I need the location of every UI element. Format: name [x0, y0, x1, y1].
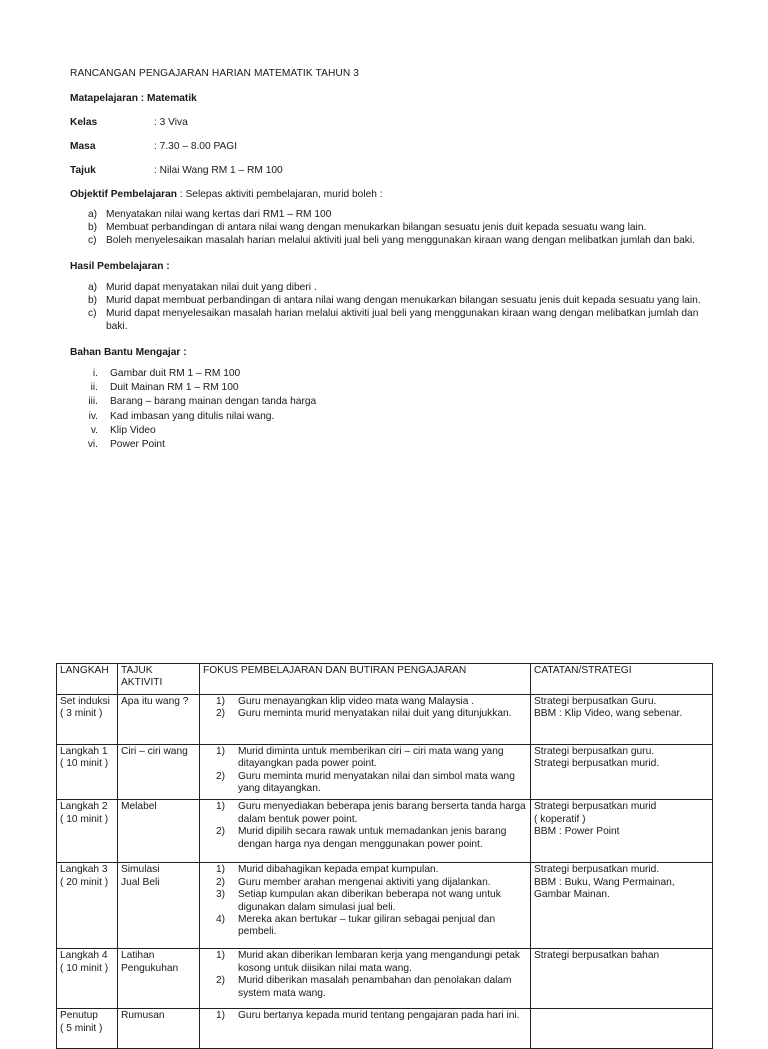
- meta-row: [70, 165, 710, 176]
- list-item: [70, 208, 710, 221]
- list-item: [70, 294, 710, 307]
- focus-text: Murid diminta untuk memberikan ciri – ciri mata wang yang ditayangkan pada power point.: [238, 745, 504, 770]
- step-text: Langkah 1: [60, 745, 108, 757]
- list-marker: a): [88, 282, 98, 293]
- list-item: [70, 395, 710, 409]
- list-marker: i.: [92, 368, 98, 379]
- list-text: Kad imbasan yang ditulis nilai wang.: [110, 410, 275, 422]
- focus-cell: [200, 744, 531, 800]
- list-marker: c): [88, 308, 97, 319]
- step-cell: [57, 1009, 118, 1049]
- notes-text: Strategi berpusatkan bahan: [534, 950, 660, 962]
- focus-text: Murid akan diberikan lembaran kerja yang mengandungi petak kosong untuk diisikan nilai mata wang.: [238, 950, 521, 974]
- materials-list: [70, 367, 710, 452]
- table-header-row: [57, 664, 713, 695]
- focus-list: [203, 696, 527, 721]
- objective-intro-text: : Selepas aktiviti pembelajaran, murid boleh :: [177, 189, 383, 200]
- focus-marker: 1): [216, 745, 226, 757]
- list-marker: ii.: [90, 382, 98, 394]
- focus-marker: 4): [216, 914, 226, 926]
- focus-list: [203, 746, 527, 796]
- focus-text: Guru menyediakan beberapa jenis barang berserta tanda harga dalam bentuk power point.: [238, 801, 526, 825]
- header-topic: TAJUK AKTIVITI: [118, 664, 200, 695]
- topic-cell: [118, 863, 200, 949]
- topic-text: Apa itu wang ?: [121, 695, 189, 707]
- step-cell: [57, 744, 118, 800]
- focus-item: [203, 708, 527, 720]
- list-text: Power Point: [110, 439, 165, 451]
- focus-text: Murid dipilih secara rawak untuk memadankan jenis barang dengan harga nya dengan menggunakan power point.: [238, 826, 507, 850]
- list-marker: iv.: [88, 410, 98, 422]
- meta-value: : 7.30 – 8.00 PAGI: [154, 141, 238, 152]
- list-marker: b): [88, 295, 98, 306]
- notes-text: Strategi berpusatkan murid.: [534, 758, 660, 770]
- objective-label: Objektif Pembelajaran: [70, 189, 178, 200]
- focus-text: Mereka akan bertukar – tukar giliran sebagai penjual dan pembeli.: [238, 914, 496, 938]
- topic-cell: [118, 800, 200, 863]
- topic-text: Pengukuhan: [121, 962, 179, 974]
- focus-text: Guru menayangkan klip video mata wang Malaysia .: [238, 695, 475, 707]
- document-body: [70, 68, 710, 452]
- topic-text: Rumusan: [121, 1010, 165, 1022]
- focus-item: [203, 975, 527, 1000]
- objective-intro: [70, 189, 710, 200]
- focus-marker: 2): [216, 770, 226, 782]
- step-text: ( 3 minit ): [60, 708, 103, 720]
- list-item: [70, 381, 710, 395]
- step-text: ( 10 minit ): [60, 813, 109, 825]
- list-item: [70, 281, 710, 294]
- focus-text: Murid diberikan masalah penambahan dan penolakan dalam system mata wang.: [238, 975, 512, 999]
- header-notes: CATATAN/STRATEGI: [531, 664, 713, 695]
- list-text: Murid dapat menyatakan nilai duit yang diberi .: [106, 282, 317, 293]
- notes-text: Strategi berpusatkan murid.: [534, 864, 660, 876]
- focus-item: [203, 864, 527, 876]
- meta-value: : Nilai Wang RM 1 – RM 100: [154, 165, 283, 176]
- list-item: [70, 367, 710, 381]
- focus-marker: 1): [216, 801, 226, 813]
- meta-value: : 3 Viva: [154, 117, 188, 128]
- step-text: Langkah 4: [60, 950, 108, 962]
- focus-cell: [200, 800, 531, 863]
- focus-item: [203, 877, 527, 889]
- focus-item: [203, 889, 527, 914]
- focus-text: Guru member arahan mengenai aktiviti yang dijalankan.: [238, 876, 491, 888]
- list-text: Gambar duit RM 1 – RM 100: [110, 368, 241, 379]
- focus-list: [203, 864, 527, 938]
- list-marker: a): [88, 209, 98, 220]
- notes-text: BBM : Klip Video, wang sebenar.: [534, 708, 683, 720]
- focus-cell: [200, 863, 531, 949]
- list-item: [70, 221, 710, 234]
- meta-list: [70, 117, 710, 176]
- focus-item: [203, 771, 527, 796]
- focus-marker: 2): [216, 708, 226, 720]
- topic-text: Latihan: [121, 950, 155, 962]
- step-text: Langkah 3: [60, 864, 108, 876]
- meta-row: [70, 141, 710, 152]
- list-text: Boleh menyelesaikan masalah harian melalui aktiviti jual beli yang menggunakan kiraan wang dengan melibatkan jumlah dan baki.: [106, 235, 695, 246]
- topic-text: Ciri – ciri wang: [121, 745, 188, 757]
- table-row: [57, 863, 713, 949]
- list-item: [70, 438, 710, 452]
- focus-item: [203, 950, 527, 975]
- notes-text: Strategi berpusatkan murid: [534, 801, 657, 813]
- focus-marker: 1): [216, 695, 226, 707]
- notes-text: ( koperatif ): [534, 813, 586, 825]
- focus-text: Guru meminta murid menyatakan nilai dan simbol mata wang yang ditayangkan.: [238, 770, 515, 795]
- focus-marker: 2): [216, 975, 226, 987]
- list-text: Barang – barang mainan dengan tanda harga: [110, 396, 317, 408]
- list-item: [70, 307, 710, 333]
- topic-cell: [118, 949, 200, 1009]
- focus-marker: 2): [216, 876, 226, 888]
- list-text: Menyatakan nilai wang kertas dari RM1 – RM 100: [106, 209, 332, 220]
- step-cell: [57, 949, 118, 1009]
- list-item: [70, 424, 710, 438]
- focus-item: [203, 801, 527, 826]
- list-item: [70, 410, 710, 424]
- step-cell: [57, 863, 118, 949]
- table-row: [57, 949, 713, 1009]
- subject-text: Matapelajaran : Matematik: [70, 93, 197, 104]
- notes-cell: [531, 800, 713, 863]
- topic-text: Simulasi: [121, 864, 160, 876]
- table-body: [57, 694, 713, 1049]
- list-text: Duit Mainan RM 1 – RM 100: [110, 382, 239, 394]
- topic-text: Jual Beli: [121, 876, 160, 888]
- notes-text: Strategi berpusatkan guru.: [534, 745, 655, 757]
- focus-cell: [200, 949, 531, 1009]
- step-text: ( 10 minit ): [60, 758, 109, 770]
- notes-text: BBM : Buku, Wang Permainan, Gambar Mainan.: [534, 876, 675, 901]
- focus-list: [203, 801, 527, 851]
- outcome-heading: Hasil Pembelajaran :: [70, 261, 170, 272]
- focus-item: [203, 826, 527, 851]
- notes-cell: [531, 949, 713, 1009]
- step-text: Set induksi: [60, 695, 110, 707]
- focus-text: Guru meminta murid menyatakan nilai duit yang ditunjukkan.: [238, 708, 512, 720]
- focus-marker: 3): [216, 889, 226, 901]
- table-row: [57, 1009, 713, 1049]
- focus-cell: [200, 1009, 531, 1049]
- outcome-list: [70, 281, 710, 333]
- list-text: Murid dapat menyelesaikan masalah harian melalui aktiviti jual beli yang menggunakan kiraan wang dengan melibatkan jumlah dan baki.: [106, 308, 699, 332]
- list-marker: b): [88, 222, 98, 233]
- meta-label: Kelas: [70, 117, 98, 128]
- table-row: [57, 800, 713, 863]
- materials-heading: Bahan Bantu Mengajar :: [70, 347, 187, 358]
- focus-marker: 1): [216, 950, 226, 962]
- meta-label: Masa: [70, 141, 96, 152]
- step-text: ( 20 minit ): [60, 876, 109, 888]
- focus-item: [203, 746, 527, 771]
- list-marker: v.: [90, 424, 98, 436]
- list-item: [70, 234, 710, 247]
- notes-text: BBM : Power Point: [534, 826, 620, 838]
- list-text: Membuat perbandingan di antara nilai wang dengan menukarkan bilangan sesuatu jenis duit kepada sesuatu wang lain.: [106, 222, 647, 233]
- list-marker: vi.: [87, 439, 98, 451]
- table-row: [57, 744, 713, 800]
- document-title: RANCANGAN PENGAJARAN HARIAN MATEMATIK TAHUN 3: [70, 68, 360, 79]
- focus-item: [203, 914, 527, 939]
- notes-cell: [531, 1009, 713, 1049]
- topic-cell: [118, 694, 200, 744]
- step-text: Langkah 2: [60, 801, 108, 813]
- focus-item: [203, 1010, 527, 1022]
- meta-label: Tajuk: [70, 165, 96, 176]
- step-text: Penutup: [60, 1010, 98, 1022]
- focus-text: Guru bertanya kepada murid tentang pengajaran pada hari ini.: [238, 1010, 520, 1022]
- header-focus: FOKUS PEMBELAJARAN DAN BUTIRAN PENGAJARAN: [200, 664, 531, 695]
- focus-text: Setiap kumpulan akan diberikan beberapa not wang untuk digunakan dalam simulasi jual beli.: [238, 889, 501, 913]
- focus-marker: 1): [216, 864, 226, 876]
- subject-line: [70, 93, 710, 104]
- meta-row: [70, 117, 710, 128]
- step-cell: [57, 800, 118, 863]
- list-marker: iii.: [88, 396, 98, 408]
- focus-item: [203, 696, 527, 708]
- topic-text: Melabel: [121, 801, 157, 813]
- lesson-plan-table: [56, 663, 713, 1049]
- notes-cell: [531, 863, 713, 949]
- table-row: [57, 694, 713, 744]
- focus-list: [203, 1010, 527, 1022]
- step-text: ( 10 minit ): [60, 962, 109, 974]
- notes-text: Strategi berpusatkan Guru.: [534, 695, 657, 707]
- notes-cell: [531, 694, 713, 744]
- list-marker: c): [88, 235, 97, 246]
- list-text: Klip Video: [110, 424, 156, 436]
- header-step: LANGKAH: [57, 664, 118, 695]
- focus-marker: 1): [216, 1010, 226, 1022]
- objective-list: [70, 208, 710, 247]
- focus-marker: 2): [216, 826, 226, 838]
- focus-cell: [200, 694, 531, 744]
- topic-cell: [118, 1009, 200, 1049]
- topic-cell: [118, 744, 200, 800]
- focus-text: Murid dibahagikan kepada empat kumpulan.: [238, 864, 439, 876]
- list-text: Murid dapat membuat perbandingan di antara nilai wang dengan menukarkan bilangan sesuatu jenis duit kepada sesuatu yang lain.: [106, 295, 701, 306]
- focus-list: [203, 950, 527, 1000]
- step-cell: [57, 694, 118, 744]
- notes-cell: [531, 744, 713, 800]
- step-text: ( 5 minit ): [60, 1022, 103, 1034]
